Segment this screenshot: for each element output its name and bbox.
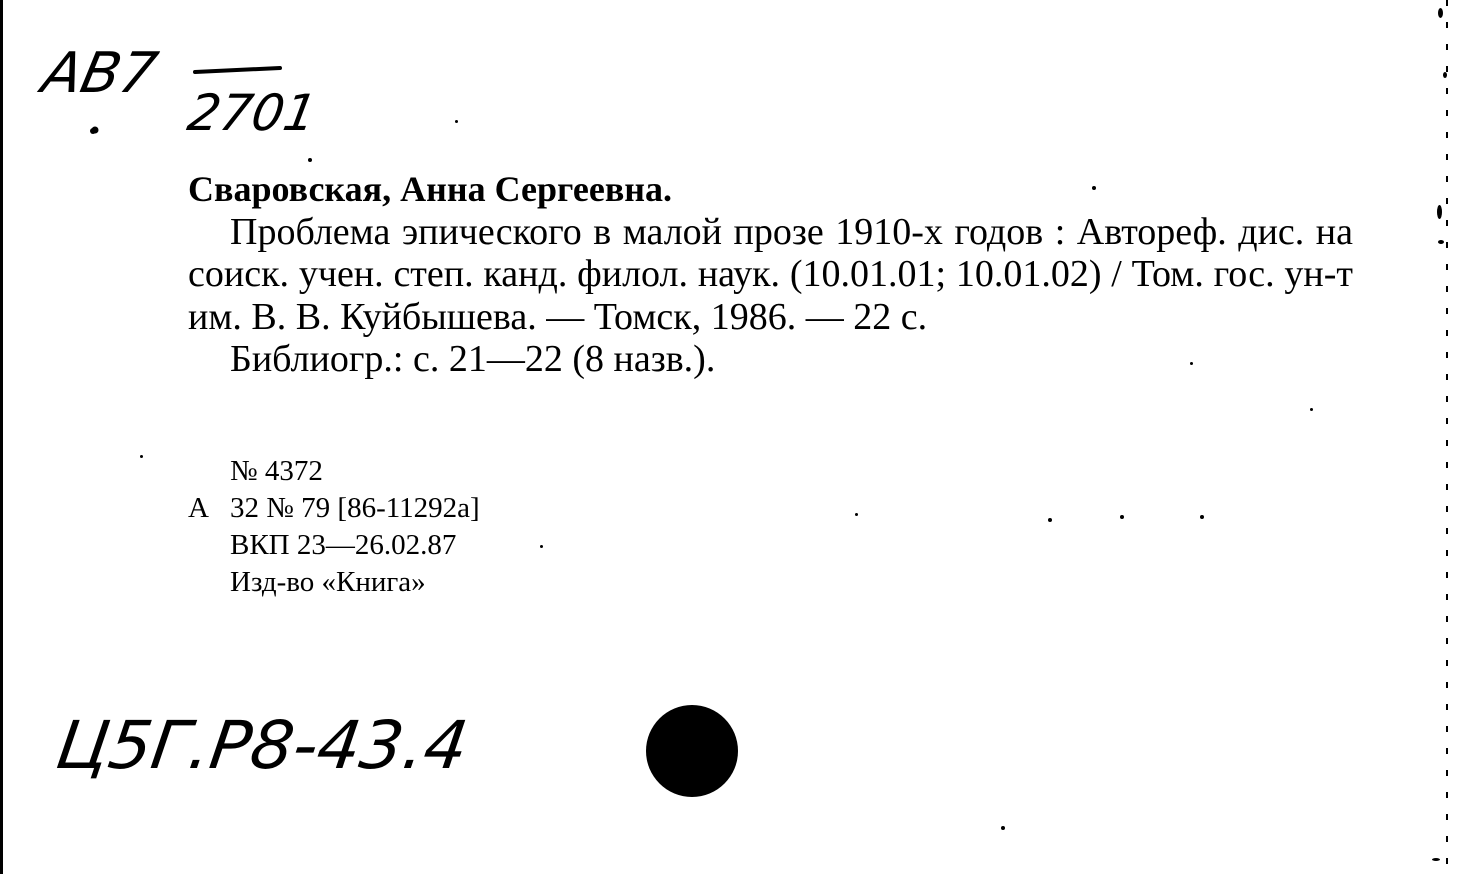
vkp-line: ВКП 23—26.02.87 bbox=[230, 529, 457, 561]
shelf-mark-fraction-line bbox=[195, 68, 280, 72]
scan-speck bbox=[1048, 518, 1052, 522]
shelf-mark-number: 2701 bbox=[183, 83, 322, 142]
imprint-block bbox=[188, 453, 480, 601]
scan-speck bbox=[1310, 408, 1313, 411]
scan-speck bbox=[540, 545, 543, 548]
author-heading: Сваровская, Анна Сергеевна. bbox=[188, 169, 673, 209]
card-number: № 4372 bbox=[230, 455, 323, 487]
scan-speck bbox=[1443, 72, 1447, 78]
scan-speck bbox=[1200, 515, 1204, 519]
title-description: Проблема эпического в малой прозе 1910-х годов : Автореф. дис. на соиск. учен. степ. канд. филол. наук. (10.01.01; 10.01.02) / Том. гос. ун-т им. В. В. Куйбышева. — Томск, 1986. — 22 с. bbox=[188, 210, 1353, 338]
bibliographic-entry bbox=[188, 168, 1353, 381]
scan-speck bbox=[140, 455, 143, 458]
scan-speck bbox=[1120, 515, 1124, 519]
card-right-edge bbox=[1446, 0, 1448, 874]
scan-speck bbox=[90, 128, 96, 134]
scan-speck bbox=[455, 120, 458, 123]
registration-row bbox=[188, 490, 480, 527]
bibliography-note: Библиогр.: с. 21—22 (8 назв.). bbox=[230, 338, 716, 380]
punch-hole bbox=[646, 705, 738, 797]
classification-code bbox=[51, 690, 505, 800]
registration-lead: А bbox=[188, 492, 209, 524]
scan-speck bbox=[308, 158, 312, 162]
scan-speck bbox=[1438, 8, 1443, 18]
scan-speck bbox=[1092, 186, 1096, 190]
scan-speck bbox=[855, 513, 858, 516]
classification-text: Ц5Г.Р8-43.4 bbox=[51, 706, 467, 784]
scan-speck bbox=[1190, 362, 1193, 365]
publisher-line: Изд-во «Книга» bbox=[230, 566, 426, 598]
scan-speck bbox=[1432, 858, 1440, 861]
registration-code: 32 № 79 [86-11292а] bbox=[230, 492, 480, 524]
scan-speck bbox=[1001, 826, 1005, 830]
scan-speck bbox=[1438, 240, 1444, 244]
card-left-edge bbox=[0, 0, 3, 874]
shelf-mark bbox=[36, 20, 325, 142]
shelf-mark-prefix: АВ7 bbox=[36, 40, 163, 106]
scan-speck bbox=[1437, 205, 1442, 219]
